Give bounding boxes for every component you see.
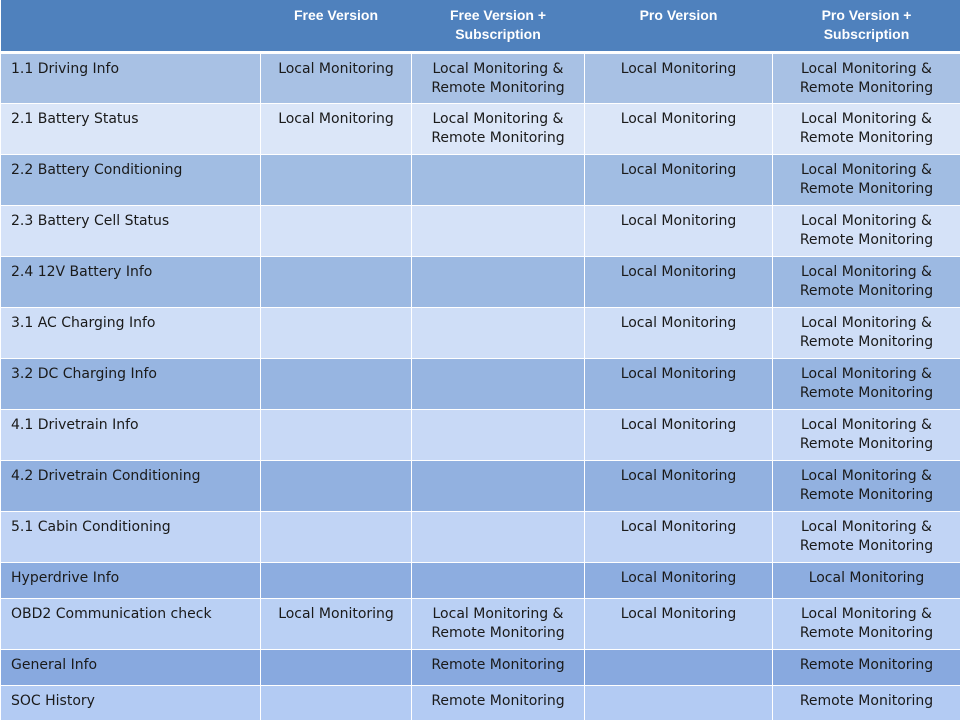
pro-cell: Local Monitoring: [585, 256, 773, 307]
pro-cell: Local Monitoring: [585, 154, 773, 205]
feature-cell: 3.2 DC Charging Info: [1, 358, 261, 409]
pro-subscription-cell: Local Monitoring & Remote Monitoring: [773, 52, 960, 103]
pro-subscription-cell: Local Monitoring & Remote Monitoring: [773, 103, 960, 154]
table-row: [1, 685, 960, 720]
pro-subscription-cell: Local Monitoring & Remote Monitoring: [773, 154, 960, 205]
free-cell: [261, 409, 412, 460]
table-row: [1, 409, 960, 460]
table-row: [1, 562, 960, 598]
pro-cell: Local Monitoring: [585, 52, 773, 103]
pro-subscription-cell: Local Monitoring & Remote Monitoring: [773, 409, 960, 460]
feature-cell: 2.1 Battery Status: [1, 103, 261, 154]
feature-cell: 4.1 Drivetrain Info: [1, 409, 261, 460]
free-subscription-cell: [412, 205, 585, 256]
table-row: [1, 154, 960, 205]
feature-cell: 2.4 12V Battery Info: [1, 256, 261, 307]
header-row: [1, 0, 960, 52]
table-row: [1, 205, 960, 256]
pro-cell: Local Monitoring: [585, 562, 773, 598]
free-cell: [261, 562, 412, 598]
free-subscription-cell: [412, 307, 585, 358]
free-subscription-cell: [412, 358, 585, 409]
feature-cell: 2.3 Battery Cell Status: [1, 205, 261, 256]
free-subscription-cell: [412, 154, 585, 205]
free-subscription-cell: Local Monitoring & Remote Monitoring: [412, 598, 585, 649]
feature-cell: 5.1 Cabin Conditioning: [1, 511, 261, 562]
pro-cell: [585, 649, 773, 685]
pro-subscription-cell: Remote Monitoring: [773, 649, 960, 685]
pro-subscription-cell: Local Monitoring & Remote Monitoring: [773, 460, 960, 511]
pro-subscription-cell: Local Monitoring & Remote Monitoring: [773, 358, 960, 409]
free-cell: [261, 649, 412, 685]
free-subscription-cell: [412, 460, 585, 511]
free-subscription-cell: [412, 256, 585, 307]
table-row: [1, 103, 960, 154]
free-cell: [261, 685, 412, 720]
free-subscription-cell: Remote Monitoring: [412, 685, 585, 720]
header-feature: [1, 0, 261, 52]
table-row: [1, 307, 960, 358]
free-subscription-cell: Local Monitoring & Remote Monitoring: [412, 52, 585, 103]
pro-cell: Local Monitoring: [585, 205, 773, 256]
header-pro-subscription: Pro Version + Subscription: [773, 0, 960, 52]
pro-subscription-cell: Local Monitoring & Remote Monitoring: [773, 511, 960, 562]
free-cell: [261, 154, 412, 205]
free-subscription-cell: [412, 511, 585, 562]
free-cell: [261, 358, 412, 409]
free-cell: [261, 205, 412, 256]
free-cell: [261, 511, 412, 562]
free-cell: [261, 460, 412, 511]
pro-cell: [585, 685, 773, 720]
free-subscription-cell: Remote Monitoring: [412, 649, 585, 685]
free-cell: [261, 256, 412, 307]
feature-cell: 4.2 Drivetrain Conditioning: [1, 460, 261, 511]
header-free-subscription: Free Version + Subscription: [412, 0, 585, 52]
header-free-version: Free Version: [261, 0, 412, 52]
pro-cell: Local Monitoring: [585, 409, 773, 460]
free-cell: Local Monitoring: [261, 103, 412, 154]
pro-subscription-cell: Local Monitoring & Remote Monitoring: [773, 307, 960, 358]
table-row: [1, 649, 960, 685]
table-row: [1, 598, 960, 649]
pro-cell: Local Monitoring: [585, 511, 773, 562]
pro-cell: Local Monitoring: [585, 598, 773, 649]
free-subscription-cell: Local Monitoring & Remote Monitoring: [412, 103, 585, 154]
table-row: [1, 511, 960, 562]
pro-cell: Local Monitoring: [585, 460, 773, 511]
pro-cell: Local Monitoring: [585, 307, 773, 358]
pro-subscription-cell: Remote Monitoring: [773, 685, 960, 720]
free-cell: [261, 307, 412, 358]
table-row: [1, 256, 960, 307]
feature-cell: Hyperdrive Info: [1, 562, 261, 598]
pro-subscription-cell: Local Monitoring: [773, 562, 960, 598]
table-row: [1, 52, 960, 103]
feature-cell: SOC History: [1, 685, 261, 720]
free-subscription-cell: [412, 562, 585, 598]
free-cell: Local Monitoring: [261, 52, 412, 103]
feature-cell: 3.1 AC Charging Info: [1, 307, 261, 358]
pro-subscription-cell: Local Monitoring & Remote Monitoring: [773, 598, 960, 649]
pro-subscription-cell: Local Monitoring & Remote Monitoring: [773, 256, 960, 307]
feature-cell: General Info: [1, 649, 261, 685]
pro-cell: Local Monitoring: [585, 358, 773, 409]
pro-subscription-cell: Local Monitoring & Remote Monitoring: [773, 205, 960, 256]
table-row: [1, 460, 960, 511]
table-row: [1, 358, 960, 409]
free-subscription-cell: [412, 409, 585, 460]
pro-cell: Local Monitoring: [585, 103, 773, 154]
free-cell: Local Monitoring: [261, 598, 412, 649]
feature-cell: OBD2 Communication check: [1, 598, 261, 649]
header-pro-version: Pro Version: [585, 0, 773, 52]
feature-cell: 1.1 Driving Info: [1, 52, 261, 103]
feature-cell: 2.2 Battery Conditioning: [1, 154, 261, 205]
